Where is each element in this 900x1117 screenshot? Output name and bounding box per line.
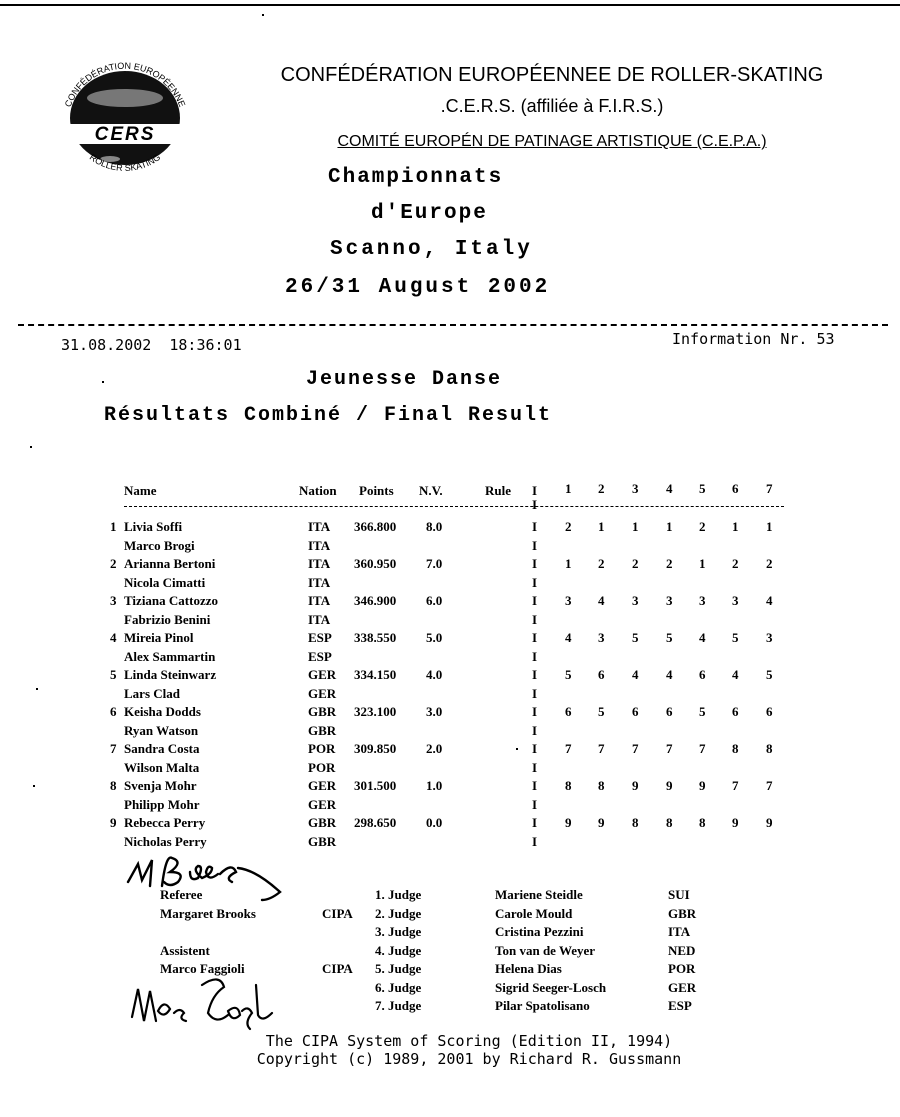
judge-placing: 3 xyxy=(732,593,739,608)
judge-label: 3. Judge xyxy=(375,924,422,939)
judge-placing: 7 xyxy=(766,778,773,793)
judge-placing: 9 xyxy=(666,778,673,793)
header-judge: 5 xyxy=(699,481,706,496)
points: 301.500 xyxy=(354,778,397,793)
judge-placing: 8 xyxy=(732,741,739,756)
judge-placing: 1 xyxy=(666,519,673,534)
nation: GER xyxy=(308,667,337,682)
header-rule: Rule xyxy=(485,483,511,498)
judge-placing: 6 xyxy=(565,704,572,719)
header-judge: 1 xyxy=(565,481,572,496)
judge-name: Ton van de Weyer xyxy=(495,942,596,958)
judge-placing: 2 xyxy=(632,556,639,571)
judge-nation: GER xyxy=(668,979,697,995)
separator: I xyxy=(532,630,538,645)
judge-placing: 6 xyxy=(598,667,605,682)
nation: GBR xyxy=(308,704,337,719)
skater-name: Arianna Bertoni xyxy=(124,556,216,571)
separator: I xyxy=(532,648,538,664)
nation: ITA xyxy=(308,556,331,571)
partner-nation: ITA xyxy=(308,574,331,590)
scan-speck xyxy=(33,785,35,787)
partner-name: Fabrizio Benini xyxy=(124,611,211,627)
header-points: Points xyxy=(359,483,394,498)
points: 323.100 xyxy=(354,704,397,719)
judge-placing: 8 xyxy=(666,815,673,830)
footer-scoring-system: The CIPA System of Scoring (Edition II, 1994) xyxy=(265,1032,673,1050)
separator: I xyxy=(532,741,538,756)
partner-nation: GBR xyxy=(308,833,337,849)
judge-placing: 9 xyxy=(766,815,773,830)
judge-nation: ESP xyxy=(668,998,692,1013)
judge-placing: 8 xyxy=(632,815,639,830)
partner-name: Lars Clad xyxy=(124,685,180,701)
top-border-line xyxy=(0,4,900,6)
nv: 6.0 xyxy=(426,593,443,608)
judge-placing: 7 xyxy=(732,778,739,793)
assistant-name: Marco Faggioli xyxy=(160,961,245,976)
skater-name: Svenja Mohr xyxy=(124,778,197,793)
judge-placing: 3 xyxy=(632,593,639,608)
judge-label: 6. Judge xyxy=(375,979,422,995)
partner-nation: GBR xyxy=(308,722,337,738)
judge-placing: 5 xyxy=(632,630,639,645)
judge-placing: 5 xyxy=(598,704,605,719)
information-number: Information Nr. 53 xyxy=(672,330,835,348)
rank: 3 xyxy=(110,593,117,608)
partner-name: Nicola Cimatti xyxy=(124,574,206,590)
judge-placing: 2 xyxy=(766,556,773,571)
separator: I xyxy=(532,759,538,775)
separator: I xyxy=(532,815,538,830)
judge-name: Carole Mould xyxy=(495,905,573,921)
nation: POR xyxy=(308,741,336,756)
separator: I xyxy=(532,685,538,701)
judge-placing: 2 xyxy=(598,556,605,571)
table-header-rule xyxy=(124,506,784,507)
header-judge: 6 xyxy=(732,481,739,496)
judge-placing: 7 xyxy=(666,741,673,756)
judge-placing: 4 xyxy=(699,630,706,645)
rank: 7 xyxy=(110,741,117,756)
skater-name: Mireia Pinol xyxy=(124,630,194,645)
partner-name: Marco Brogi xyxy=(124,537,195,553)
judge-placing: 1 xyxy=(699,556,706,571)
judge-placing: 9 xyxy=(699,778,706,793)
partner-nation: POR xyxy=(308,759,336,775)
rank: 5 xyxy=(110,667,117,682)
skater-name: Sandra Costa xyxy=(124,741,200,756)
scan-speck xyxy=(262,14,264,16)
rank: 4 xyxy=(110,630,117,645)
referee-org: CIPA xyxy=(322,906,353,921)
partner-name: Ryan Watson xyxy=(124,722,199,738)
judge-placing: 3 xyxy=(699,593,706,608)
logo-ring-top: CONFÉDÉRATION EUROPÉENNE xyxy=(62,60,188,109)
judge-placing: 7 xyxy=(699,741,706,756)
referee-name: Margaret Brooks xyxy=(160,906,256,921)
judge-name: Mariene Steidle xyxy=(495,887,583,902)
header-nv: N.V. xyxy=(419,483,443,498)
judge-placing: 8 xyxy=(766,741,773,756)
partner-nation: GER xyxy=(308,796,337,812)
judge-nation: ITA xyxy=(668,924,691,939)
partner-nation: GER xyxy=(308,685,337,701)
judge-placing: 1 xyxy=(598,519,605,534)
dates: 26/31 August 2002 xyxy=(285,276,551,299)
points: 334.150 xyxy=(354,667,397,682)
judge-placing: 3 xyxy=(766,630,773,645)
committee: COMITÉ EUROPÉN DE PATINAGE ARTISTIQUE (C.E.P.A.) xyxy=(337,133,767,150)
scan-speck xyxy=(516,748,518,750)
judge-placing: 1 xyxy=(565,556,572,571)
judge-placing: 4 xyxy=(732,667,739,682)
judge-placing: 6 xyxy=(699,667,706,682)
nv: 1.0 xyxy=(426,778,443,793)
points: 338.550 xyxy=(354,630,397,645)
points: 346.900 xyxy=(354,593,397,608)
footer-copyright: Copyright (c) 1989, 2001 by Richard R. Gussmann xyxy=(256,1050,682,1068)
separator: I xyxy=(532,537,538,553)
skater-name: Rebecca Perry xyxy=(124,815,206,830)
rank: 9 xyxy=(110,815,117,830)
judge-placing: 2 xyxy=(699,519,706,534)
judge-nation: GBR xyxy=(668,905,697,921)
judge-placing: 2 xyxy=(666,556,673,571)
rank: 2 xyxy=(110,556,117,571)
partner-name: Wilson Malta xyxy=(124,759,200,775)
logo-brand: CERS xyxy=(94,124,156,145)
rank: 6 xyxy=(110,704,117,719)
result-title: Résultats Combiné / Final Result xyxy=(104,404,553,427)
separator: I xyxy=(532,593,538,608)
judge-name: Helena Dias xyxy=(495,961,562,976)
partner-nation: ESP xyxy=(308,648,332,664)
judge-label: 2. Judge xyxy=(375,905,422,921)
judge-placing: 7 xyxy=(598,741,605,756)
partner-nation: ITA xyxy=(308,611,331,627)
judge-label: 4. Judge xyxy=(375,942,422,958)
rank: 1 xyxy=(110,519,117,534)
separator: I xyxy=(532,796,538,812)
judge-placing: 1 xyxy=(632,519,639,534)
judge-placing: 1 xyxy=(732,519,739,534)
rank: 8 xyxy=(110,778,117,793)
event-line2: d'Europe xyxy=(371,202,488,225)
judge-nation: NED xyxy=(668,942,696,958)
nv: 0.0 xyxy=(426,815,443,830)
judge-placing: 5 xyxy=(666,630,673,645)
judge-name: Sigrid Seeger-Losch xyxy=(495,979,607,995)
org-name: CONFÉDÉRATION EUROPÉENNEE DE ROLLER-SKATING xyxy=(280,64,824,86)
judge-placing: 1 xyxy=(766,519,773,534)
points: 360.950 xyxy=(354,556,397,571)
judge-nation: SUI xyxy=(668,887,690,902)
skater-name: Linda Steinwarz xyxy=(124,667,217,682)
nation: ITA xyxy=(308,519,331,534)
judge-placing: 4 xyxy=(632,667,639,682)
skater-name: Livia Soffi xyxy=(124,519,183,534)
scan-speck xyxy=(30,446,32,448)
nv: 2.0 xyxy=(426,741,443,756)
separator: I xyxy=(532,833,538,849)
judge-placing: 5 xyxy=(565,667,572,682)
judge-name: Cristina Pezzini xyxy=(495,924,584,939)
separator: I xyxy=(532,556,538,571)
judge-placing: 3 xyxy=(598,630,605,645)
separator: I xyxy=(532,611,538,627)
judge-placing: 4 xyxy=(666,667,673,682)
judge-placing: 4 xyxy=(598,593,605,608)
judge-nation: POR xyxy=(668,961,696,976)
nv: 8.0 xyxy=(426,519,443,534)
separator: I xyxy=(532,722,538,738)
logo-ring-bottom: ROLLER SKATING xyxy=(87,151,163,174)
header-judge: 3 xyxy=(632,481,639,496)
skater-name: Keisha Dodds xyxy=(124,704,201,719)
scan-speck xyxy=(102,381,104,383)
judge-placing: 3 xyxy=(666,593,673,608)
separator: I xyxy=(532,704,538,719)
judge-placing: 2 xyxy=(565,519,572,534)
judge-placing: 8 xyxy=(598,778,605,793)
points: 309.850 xyxy=(354,741,397,756)
affiliation: .C.E.R.S. (affiliée à F.I.R.S.) xyxy=(440,96,664,116)
nation: GBR xyxy=(308,815,337,830)
header-rule-separator: I xyxy=(532,497,538,512)
separator: I xyxy=(532,778,538,793)
assistant-label: Assistent xyxy=(160,943,210,958)
cers-logo xyxy=(50,36,200,176)
points: 366.800 xyxy=(354,519,397,534)
judge-label: 1. Judge xyxy=(375,887,422,902)
judge-name: Pilar Spatolisano xyxy=(495,998,590,1013)
judge-placing: 5 xyxy=(766,667,773,682)
judge-placing: 9 xyxy=(565,815,572,830)
judge-placing: 7 xyxy=(565,741,572,756)
separator: I xyxy=(532,667,538,682)
judge-placing: 4 xyxy=(766,593,773,608)
dashed-separator xyxy=(18,324,888,326)
nv: 7.0 xyxy=(426,556,443,571)
header-judge: 7 xyxy=(766,481,773,496)
judge-placing: 6 xyxy=(666,704,673,719)
scan-speck xyxy=(36,688,38,690)
judge-placing: 9 xyxy=(632,778,639,793)
nv: 4.0 xyxy=(426,667,443,682)
judge-placing: 6 xyxy=(632,704,639,719)
judge-placing: 9 xyxy=(598,815,605,830)
points: 298.650 xyxy=(354,815,397,830)
header-judge: 4 xyxy=(666,481,673,496)
nv: 5.0 xyxy=(426,630,443,645)
judge-placing: 8 xyxy=(565,778,572,793)
nation: ITA xyxy=(308,593,331,608)
partner-name: Nicholas Perry xyxy=(124,833,207,849)
partner-name: Alex Sammartin xyxy=(124,648,216,664)
header-judge: 2 xyxy=(598,481,605,496)
separator: I xyxy=(532,519,538,534)
event-line1: Championnats xyxy=(328,166,504,189)
separator: I xyxy=(532,574,538,590)
nv: 3.0 xyxy=(426,704,443,719)
judge-label: 7. Judge xyxy=(375,998,422,1013)
judge-placing: 5 xyxy=(732,630,739,645)
timestamp: 31.08.2002 18:36:01 xyxy=(61,336,242,354)
referee-signature xyxy=(120,848,320,908)
judge-placing: 4 xyxy=(565,630,572,645)
judge-placing: 9 xyxy=(732,815,739,830)
judge-placing: 8 xyxy=(699,815,706,830)
partner-nation: ITA xyxy=(308,537,331,553)
nation: GER xyxy=(308,778,337,793)
nation: ESP xyxy=(308,630,332,645)
judge-label: 5. Judge xyxy=(375,961,422,976)
judge-placing: 2 xyxy=(732,556,739,571)
category-title: Jeunesse Danse xyxy=(306,368,503,391)
judge-placing: 7 xyxy=(632,741,639,756)
judge-placing: 5 xyxy=(699,704,706,719)
assistant-org: CIPA xyxy=(322,961,353,976)
partner-name: Philipp Mohr xyxy=(124,796,200,812)
judge-placing: 3 xyxy=(565,593,572,608)
header-separator: I xyxy=(532,483,538,498)
referee-label: Referee xyxy=(160,887,203,902)
skater-name: Tiziana Cattozzo xyxy=(124,593,218,608)
header-nation: Nation xyxy=(299,483,337,498)
location: Scanno, Italy xyxy=(330,238,533,261)
judge-placing: 6 xyxy=(766,704,773,719)
header-name: Name xyxy=(124,483,157,498)
judge-placing: 6 xyxy=(732,704,739,719)
